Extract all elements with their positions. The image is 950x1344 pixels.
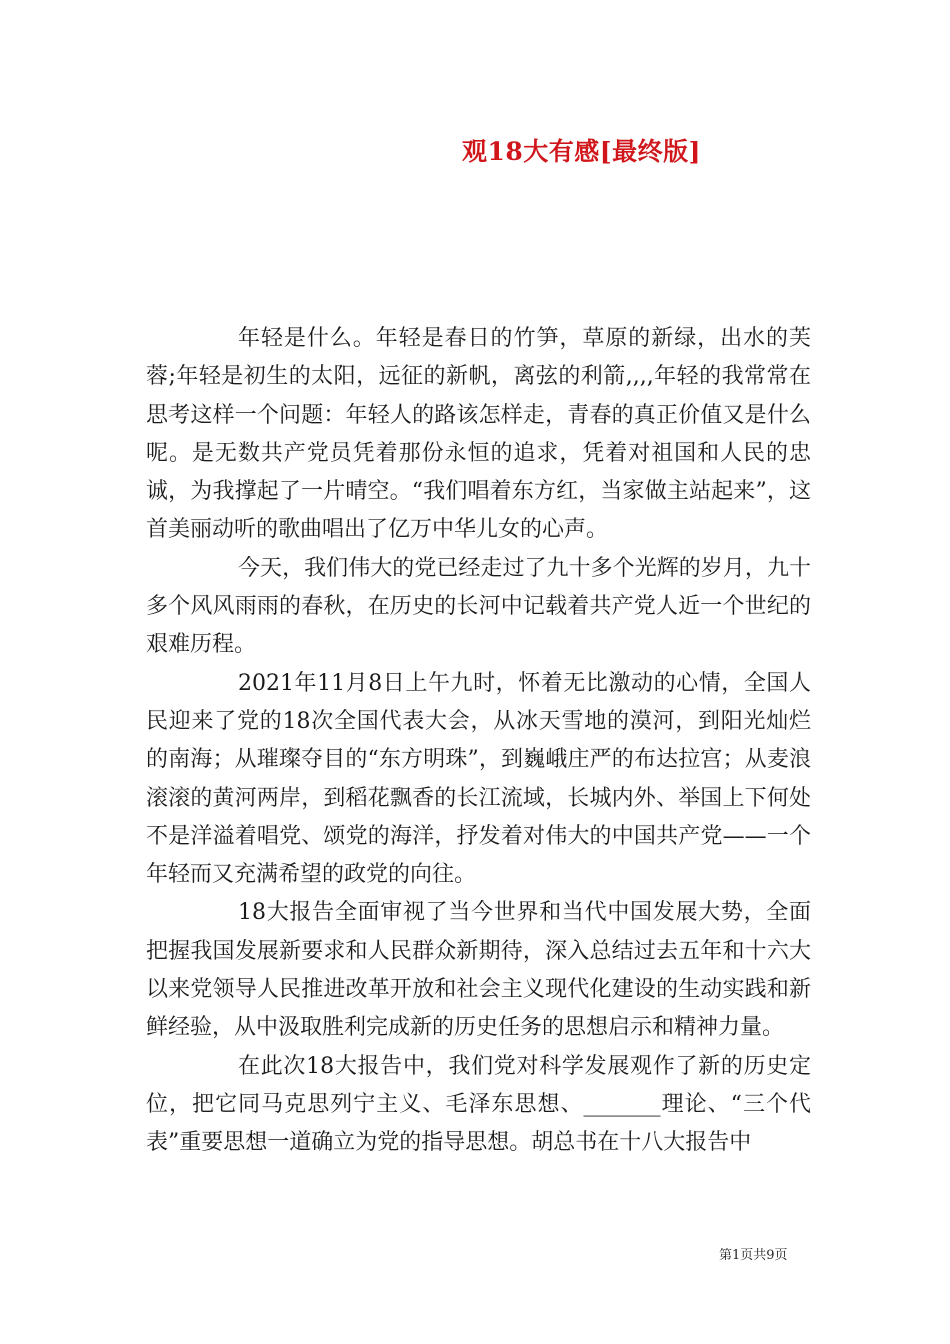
page-title: 观18大有感[最终版]: [462, 137, 701, 166]
document-body: [146, 320, 811, 1163]
paragraph-4: 18大报告全面审视了当今世界和当代中国发展大势，全面把握我国发展新要求和人民群众新期待，深入总结过去五年和十六大以来党领导人民推进改革开放和社会主义现代化建设的生动实践和新鲜经验，从中汲取胜利完成新的历史任务的思想启示和精神力量。: [146, 900, 811, 1041]
paragraph-2: 今天，我们伟大的党已经走过了九十多个光辉的岁月，九十多个风风雨雨的春秋，在历史的长河中记载着共产党人近一个世纪的艰难历程。: [146, 555, 811, 658]
page-footer: 第1页共9页: [719, 1248, 788, 1263]
paragraph-1: 年轻是什么。年轻是春日的竹笋，草原的新绿，出水的芙蓉;年轻是初生的太阳，远征的新帆，离弦的利箭,,,,年轻的我常常在思考这样一个问题：年轻人的路该怎样走，青春的真正价值又是什么呢。是无数共产党员凭着那份永恒的追求，凭着对祖国和人民的忠诚，为我撑起了一片晴空。“我们唱着东方红，当家做主站起来”，这首美丽动听的歌曲唱出了亿万中华儿女的心声。: [146, 326, 811, 543]
paragraph-3: 2021年11月8日上午九时，怀着无比激动的心情，全国人民迎来了党的18次全国代表大会，从冰天雪地的漠河，到阳光灿烂的南海；从璀璨夺目的“东方明珠”，到巍峨庄严的布达拉宫；从麦浪滚滚的黄河两岸，到稻花飘香的长江流域，长城内外、举国上下何处不是洋溢着唱党、颂党的海洋，抒发着对伟大的中国共产党——一个年轻而又充满希望的政党的向往。: [146, 670, 811, 888]
paragraph-5: 在此次18大报告中，我们党对科学发展观作了新的历史定位，把它同马克思列宁主义、毛泽东思想、_______理论、“三个代表”重要思想一道确立为党的指导思想。胡总书在十八大报告中: [146, 1053, 811, 1156]
